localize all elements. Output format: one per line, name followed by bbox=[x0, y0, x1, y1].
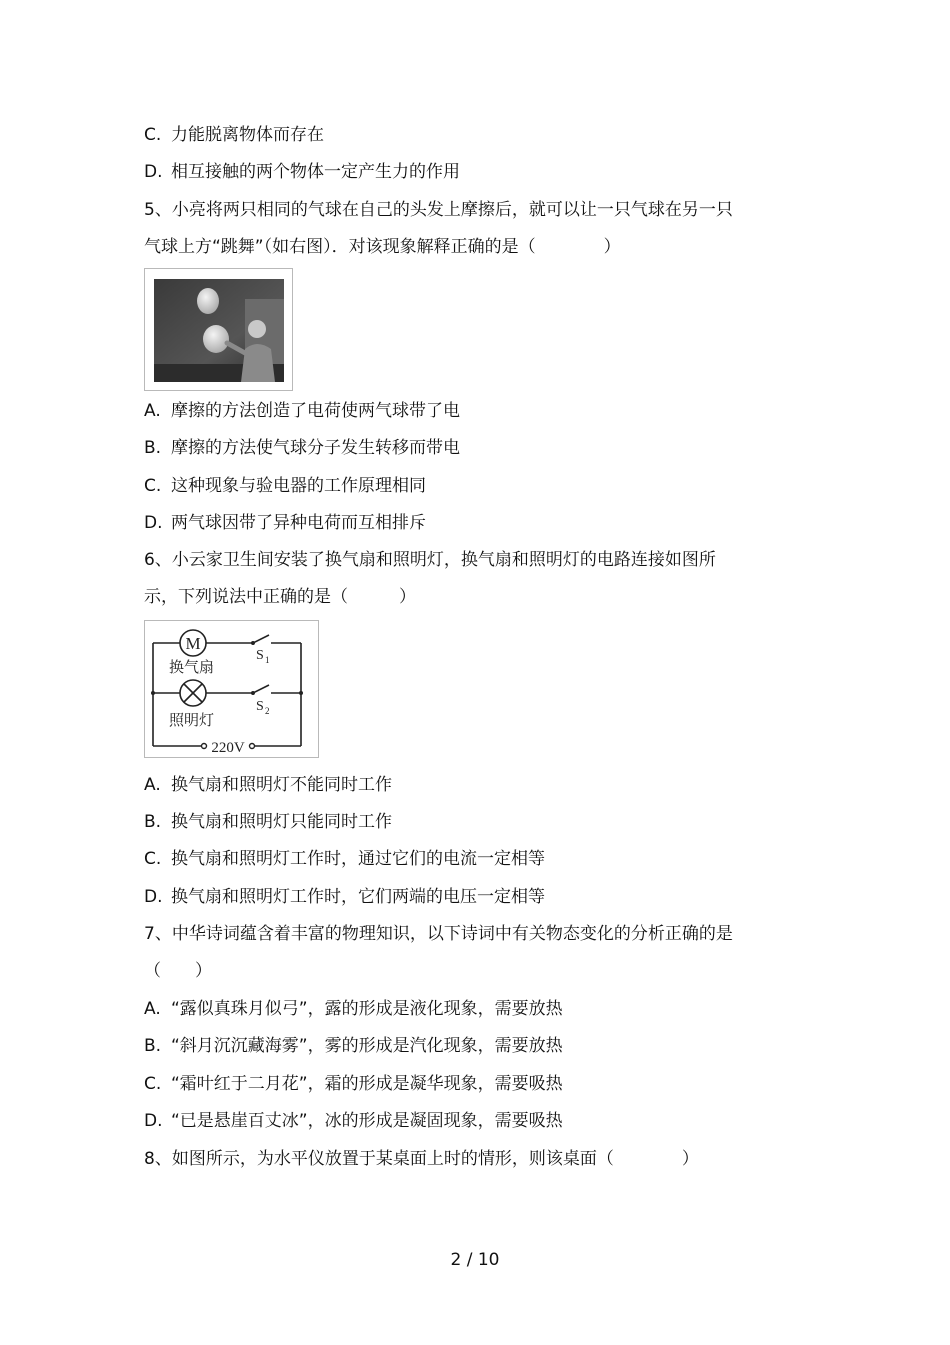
q5-option-d bbox=[144, 512, 426, 534]
switch-s1-pivot bbox=[251, 641, 255, 645]
q6-stem-line1: 6、小云家卫生间安装了换气扇和照明灯，换气扇和照明灯的电路连接如图所 bbox=[144, 550, 716, 570]
option-text: 两气球因带了异种电荷而互相排斥 bbox=[171, 513, 426, 533]
option-letter: D. bbox=[144, 513, 163, 533]
option-text: 换气扇和照明灯工作时，它们两端的电压一定相等 bbox=[171, 887, 545, 907]
switch-s1-subscript: 1 bbox=[265, 655, 270, 665]
switch-s1-label: S bbox=[256, 648, 264, 663]
switch-s1 bbox=[253, 635, 269, 643]
option-letter: D. bbox=[144, 1111, 163, 1131]
switch-s2-pivot bbox=[251, 691, 255, 695]
q4-option-c bbox=[144, 124, 324, 146]
page-number: 2 / 10 bbox=[450, 1250, 500, 1270]
option-letter: C. bbox=[144, 476, 162, 496]
terminal-right bbox=[250, 744, 255, 749]
option-text: 换气扇和照明灯不能同时工作 bbox=[171, 775, 392, 795]
q6-option-a bbox=[144, 774, 392, 796]
q5-option-b bbox=[144, 437, 460, 459]
q6-option-d bbox=[144, 886, 545, 908]
option-letter: C. bbox=[144, 1074, 162, 1094]
q7-stem-line1: 7、中华诗词蕴含着丰富的物理知识，以下诗词中有关物态变化的分析正确的是 bbox=[144, 924, 733, 944]
option-text: 换气扇和照明灯工作时，通过它们的电流一定相等 bbox=[171, 849, 545, 869]
junction-left bbox=[151, 691, 155, 695]
option-text: “霜叶红于二月花”，霜的形成是凝华现象，需要吸热 bbox=[171, 1074, 563, 1094]
q8-stem-line1: 8、如图所示，为水平仪放置于某桌面上时的情形，则该桌面（ ） bbox=[144, 1149, 699, 1169]
lamp-label: 照明灯 bbox=[169, 711, 215, 729]
q6-option-c bbox=[144, 848, 545, 870]
balloon-photo bbox=[144, 268, 293, 391]
circuit-svg bbox=[145, 621, 318, 757]
option-letter: D. bbox=[144, 162, 163, 182]
q6-stem-line2: 示，下列说法中正确的是（ ） bbox=[144, 587, 416, 607]
option-letter: A. bbox=[144, 775, 161, 795]
option-text: 力能脱离物体而存在 bbox=[171, 125, 324, 145]
option-letter: C. bbox=[144, 125, 162, 145]
q5-stem-line2: 气球上方“跳舞”（如右图）．对该现象解释正确的是（ ） bbox=[144, 237, 621, 257]
option-text: 摩擦的方法使气球分子发生转移而带电 bbox=[171, 438, 460, 458]
lower-balloon bbox=[203, 325, 229, 353]
q7-option-a bbox=[144, 998, 563, 1020]
q7-option-b bbox=[144, 1035, 563, 1057]
q4-option-d bbox=[144, 161, 460, 183]
option-letter: A. bbox=[144, 401, 161, 421]
option-text: 换气扇和照明灯只能同时工作 bbox=[171, 812, 392, 832]
person-body bbox=[241, 344, 275, 382]
q7-stem-line2: （ ） bbox=[144, 961, 212, 981]
option-text: 这种现象与验电器的工作原理相同 bbox=[171, 476, 426, 496]
option-text: 相互接触的两个物体一定产生力的作用 bbox=[171, 162, 460, 182]
option-text: 摩擦的方法创造了电荷使两气球带了电 bbox=[171, 401, 460, 421]
balloon-photo-image bbox=[145, 269, 292, 390]
q6-option-b bbox=[144, 811, 392, 833]
option-letter: B. bbox=[144, 1036, 162, 1056]
q5-option-a bbox=[144, 400, 460, 422]
option-letter: C. bbox=[144, 849, 162, 869]
circuit-diagram bbox=[144, 620, 319, 758]
switch-s2-label: S bbox=[256, 699, 264, 714]
q5-option-c bbox=[144, 475, 426, 497]
junction-right bbox=[299, 691, 303, 695]
motor-symbol: M bbox=[185, 634, 201, 653]
option-letter: B. bbox=[144, 812, 162, 832]
option-text: “露似真珠月似弓”，露的形成是液化现象，需要放热 bbox=[171, 999, 563, 1019]
option-letter: B. bbox=[144, 438, 162, 458]
q7-option-d bbox=[144, 1110, 563, 1132]
person-head bbox=[248, 320, 266, 338]
upper-balloon bbox=[197, 288, 219, 314]
switch-s2-subscript: 2 bbox=[265, 706, 270, 716]
fan-label: 换气扇 bbox=[169, 658, 215, 676]
option-text: “已是悬崖百丈冰”，冰的形成是凝固现象，需要吸热 bbox=[171, 1111, 563, 1131]
option-text: “斜月沉沉藏海雾”，雾的形成是汽化现象，需要放热 bbox=[171, 1036, 563, 1056]
terminal-left bbox=[202, 744, 207, 749]
q7-option-c bbox=[144, 1073, 563, 1095]
option-letter: D. bbox=[144, 887, 163, 907]
option-letter: A. bbox=[144, 999, 161, 1019]
q5-stem-line1: 5、小亮将两只相同的气球在自己的头发上摩擦后，就可以让一只气球在另一只 bbox=[144, 200, 733, 220]
voltage-label: 220V bbox=[211, 740, 245, 756]
switch-s2 bbox=[253, 685, 269, 693]
